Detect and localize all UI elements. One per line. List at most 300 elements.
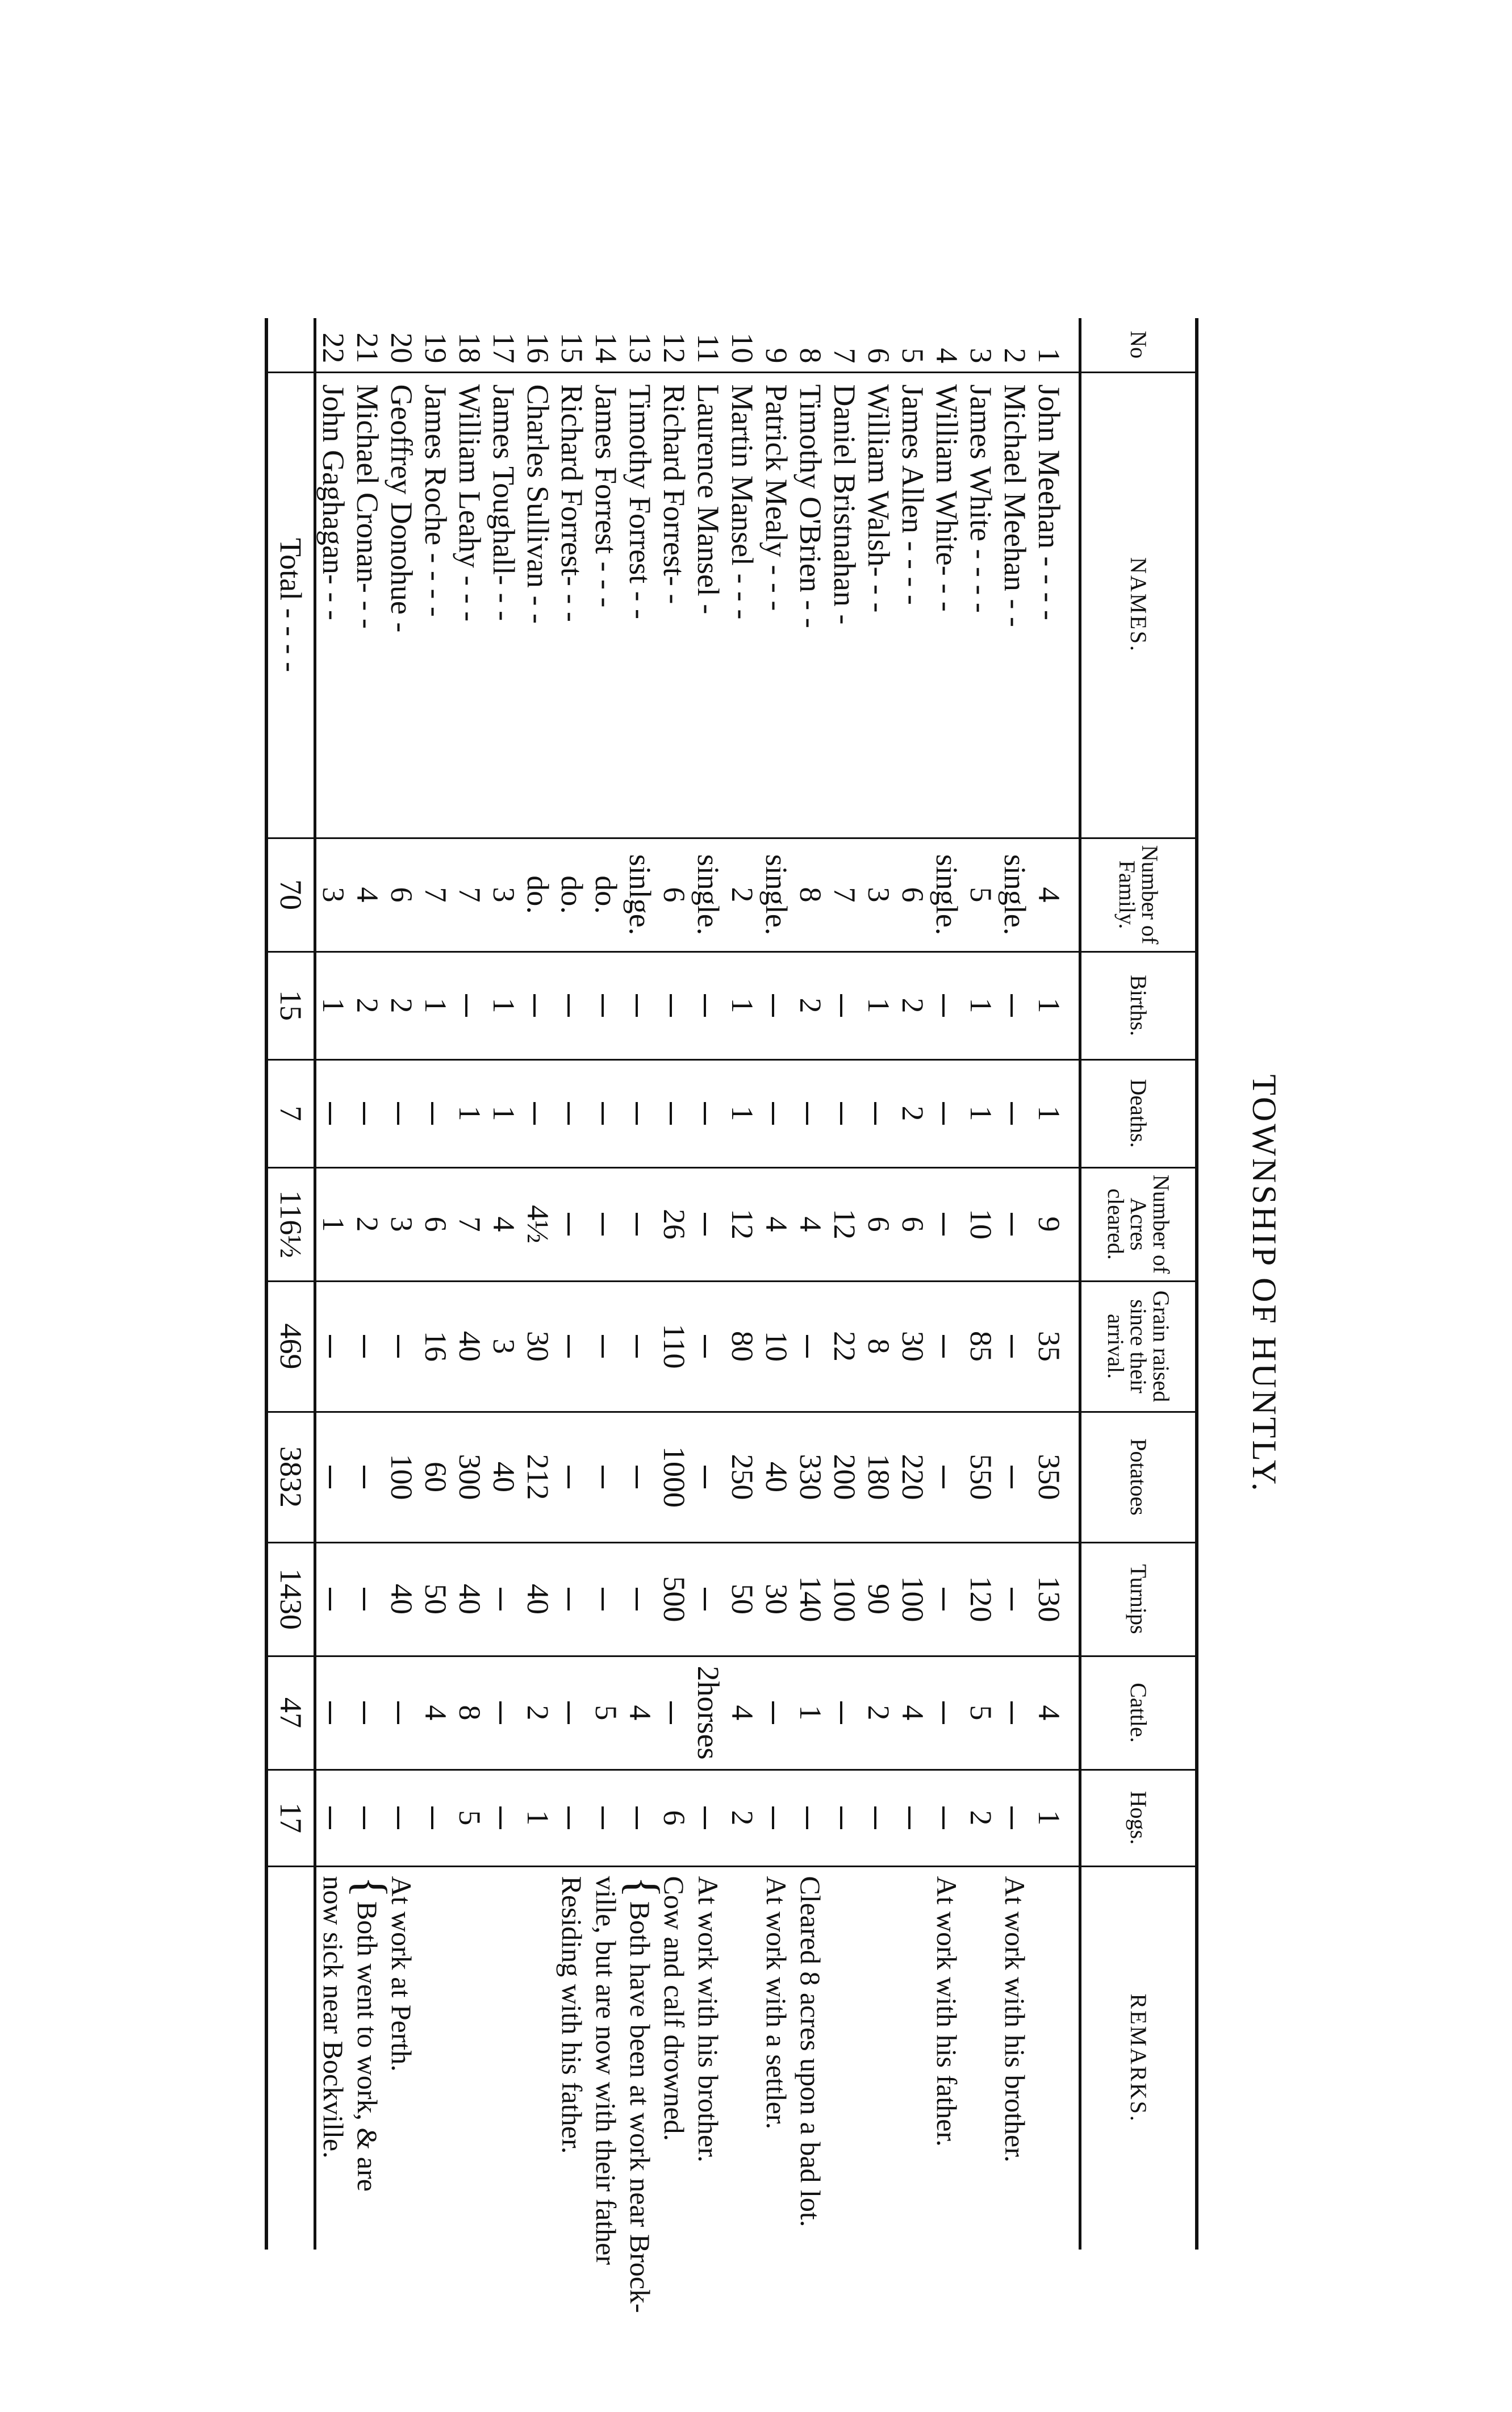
value-births: 1: [725, 998, 759, 1013]
table-row: [453, 318, 487, 2250]
value-births: 1: [316, 998, 350, 1013]
dash-mark: [329, 1335, 331, 1358]
cell-cattle: [521, 1656, 555, 1770]
cell-cattle: [419, 1656, 453, 1770]
value-potatoes: 1000: [657, 1446, 691, 1508]
cell-remarks: [521, 1866, 555, 2250]
cell-potatoes: [555, 1412, 589, 1542]
dash-mark: [1010, 1335, 1013, 1358]
value-no: 10: [725, 332, 759, 364]
dash-mark: [772, 1102, 774, 1125]
table-row: [828, 318, 862, 2250]
value-cattle: 2: [862, 1705, 896, 1721]
cell-grain: [315, 1281, 351, 1412]
value-name: Richard Forrest- - -: [555, 384, 589, 622]
cell-potatoes: [521, 1412, 555, 1542]
cell-family: [862, 838, 896, 952]
header-no: No: [1080, 318, 1197, 372]
cell-hogs: [759, 1770, 793, 1866]
cell-name: [350, 372, 385, 838]
cell-turnips: [453, 1542, 487, 1656]
dash-mark: [602, 1213, 604, 1236]
header-potatoes: Potatoes: [1080, 1412, 1197, 1542]
table-row: [793, 318, 828, 2250]
cell-grain: [487, 1281, 521, 1412]
cell-no: [521, 318, 555, 372]
cell-births: [487, 952, 521, 1059]
value-family: do.: [521, 875, 555, 914]
value-turnips: 40: [521, 1584, 555, 1614]
cell-deaths: [691, 1059, 725, 1167]
cell-hogs: [862, 1770, 896, 1866]
value-no: 11: [691, 333, 725, 364]
cell-hogs: [998, 1770, 1032, 1866]
dash-mark: [329, 1102, 331, 1125]
cell-cattle: [691, 1656, 725, 1770]
cell-turnips: [555, 1542, 589, 1656]
total-cattle: 47: [266, 1656, 315, 1770]
value-grain: 16: [419, 1331, 453, 1362]
cell-family: [657, 838, 691, 952]
cell-hogs: [487, 1770, 521, 1866]
cell-remarks: [930, 1866, 964, 2250]
dash-mark: [704, 1102, 706, 1125]
cell-hogs: [930, 1770, 964, 1866]
dash-mark: [329, 1806, 331, 1829]
cell-potatoes: [589, 1412, 623, 1542]
cell-deaths: [964, 1059, 998, 1167]
cell-births: [998, 952, 1032, 1059]
value-hogs: 1: [1032, 1810, 1066, 1826]
value-acres: 3: [385, 1216, 419, 1232]
cell-family: [521, 838, 555, 952]
cell-hogs: [691, 1770, 725, 1866]
cell-remarks: [862, 1866, 896, 2250]
value-name: Geoffrey Donohue -: [385, 384, 419, 633]
value-family: single.: [759, 854, 793, 936]
value-deaths: 1: [453, 1105, 487, 1121]
cell-name: [862, 372, 896, 838]
cell-deaths: [930, 1059, 964, 1167]
cell-deaths: [315, 1059, 351, 1167]
dash-mark: [772, 1806, 774, 1829]
cell-acres: [896, 1167, 930, 1281]
cell-cattle: [930, 1656, 964, 1770]
dash-mark: [1010, 1588, 1013, 1610]
dash-mark: [942, 1701, 945, 1724]
cell-turnips: [385, 1542, 419, 1656]
value-acres: 6: [862, 1216, 896, 1232]
value-hogs: 5: [453, 1810, 487, 1826]
value-remarks: Residing with his father.: [556, 1876, 588, 2154]
cell-births: [930, 952, 964, 1059]
dash-mark: [636, 1806, 638, 1829]
cell-grain: [828, 1281, 862, 1412]
value-potatoes: 250: [725, 1454, 759, 1500]
table-row: [419, 318, 453, 2250]
cell-grain: [521, 1281, 555, 1412]
cell-hogs: [896, 1770, 930, 1866]
value-family: do.: [589, 875, 623, 914]
cell-potatoes: [657, 1412, 691, 1542]
value-family: 6: [657, 887, 691, 903]
cell-no: [691, 318, 725, 372]
value-hogs: 2: [964, 1810, 998, 1826]
cell-hogs: [555, 1770, 589, 1866]
value-acres: 4: [487, 1216, 521, 1232]
value-potatoes: 220: [896, 1454, 930, 1500]
value-turnips: 90: [862, 1584, 896, 1614]
value-acres: 1: [316, 1216, 350, 1232]
cell-births: [828, 952, 862, 1059]
value-potatoes: 212: [521, 1454, 555, 1500]
value-family: 4: [1032, 887, 1066, 903]
cell-grain: [998, 1281, 1032, 1412]
cell-acres: [419, 1167, 453, 1281]
value-turnips: 500: [657, 1576, 691, 1622]
cell-deaths: [453, 1059, 487, 1167]
total-potatoes: 3832: [266, 1412, 315, 1542]
cell-acres: [793, 1167, 828, 1281]
value-turnips: 100: [828, 1576, 862, 1622]
value-name: John Meehan - - - -: [1032, 384, 1066, 620]
cell-grain: [453, 1281, 487, 1412]
cell-family: [725, 838, 759, 952]
value-remarks: Both went to work, & are: [352, 1901, 383, 2192]
cell-deaths: [862, 1059, 896, 1167]
value-no: 20: [385, 332, 419, 364]
header-remarks: REMARKS.: [1080, 1866, 1197, 2250]
cell-acres: [691, 1167, 725, 1281]
cell-potatoes: [725, 1412, 759, 1542]
cell-no: [930, 318, 964, 372]
cell-remarks: [419, 1866, 453, 2250]
cell-deaths: [589, 1059, 623, 1167]
header-acres: Number of Acres cleared.: [1080, 1167, 1197, 1281]
cell-family: [623, 838, 657, 952]
cell-turnips: [657, 1542, 691, 1656]
cell-name: [385, 372, 419, 838]
value-no: 6: [862, 348, 896, 364]
cell-cattle: [828, 1656, 862, 1770]
cell-name: [691, 372, 725, 838]
value-acres: 7: [453, 1216, 487, 1232]
cell-remarks: [691, 1866, 725, 2250]
value-turnips: 50: [419, 1584, 453, 1614]
cell-potatoes: [1032, 1412, 1080, 1542]
dash-mark: [636, 1588, 638, 1610]
cell-deaths: [487, 1059, 521, 1167]
value-turnips: 130: [1032, 1576, 1066, 1622]
value-family: 2: [725, 887, 759, 903]
cell-turnips: [315, 1542, 351, 1656]
dash-mark: [636, 1102, 638, 1125]
dash-mark: [329, 1701, 331, 1724]
cell-remarks: [487, 1866, 521, 2250]
total-label: Total - - - -: [266, 372, 315, 838]
cell-grain: [419, 1281, 453, 1412]
dash-mark: [636, 1466, 638, 1488]
cell-no: [657, 318, 691, 372]
value-potatoes: 60: [419, 1462, 453, 1492]
value-cattle: 2horses: [691, 1666, 725, 1760]
dash-mark: [942, 1335, 945, 1358]
value-turnips: 40: [453, 1584, 487, 1614]
dash-mark: [363, 1701, 365, 1724]
cell-turnips: [964, 1542, 998, 1656]
cell-turnips: [828, 1542, 862, 1656]
cell-cattle: [964, 1656, 998, 1770]
value-name: Michael Meehan - -: [998, 384, 1032, 627]
cell-name: [759, 372, 793, 838]
dash-mark: [840, 1806, 842, 1829]
value-name: Timothy Forrest - -: [623, 384, 657, 620]
value-remarks: At work with his brother.: [999, 1876, 1031, 2163]
cell-births: [419, 952, 453, 1059]
value-name: Michael Cronan- - -: [350, 384, 385, 629]
cell-turnips: [521, 1542, 555, 1656]
table-row: [589, 318, 623, 2250]
cell-no: [589, 318, 623, 372]
cell-deaths: [657, 1059, 691, 1167]
dash-mark: [567, 1806, 570, 1829]
cell-potatoes: [896, 1412, 930, 1542]
value-acres: 2: [350, 1216, 385, 1232]
dash-mark: [704, 994, 706, 1017]
cell-births: [793, 952, 828, 1059]
dash-mark: [397, 1701, 399, 1724]
dash-mark: [499, 1701, 502, 1724]
cell-potatoes: [623, 1412, 657, 1542]
cell-acres: [1032, 1167, 1080, 1281]
value-remarks: At work with a settler.: [761, 1876, 792, 2130]
value-name: John Gaghagan- - -: [316, 384, 350, 620]
cell-cattle: [350, 1656, 385, 1770]
cell-potatoes: [862, 1412, 896, 1542]
value-no: 16: [521, 332, 555, 364]
table-row: [657, 318, 691, 2250]
cell-name: [589, 372, 623, 838]
cell-deaths: [725, 1059, 759, 1167]
cell-name: [725, 372, 759, 838]
cell-acres: [521, 1167, 555, 1281]
cell-grain: [385, 1281, 419, 1412]
value-cattle: 8: [453, 1705, 487, 1721]
table-row: [1032, 318, 1080, 2250]
value-family: 4: [350, 887, 385, 903]
dash-mark: [567, 1335, 570, 1358]
census-table-wrapper: [265, 318, 1198, 2313]
cell-no: [419, 318, 453, 372]
value-turnips: 40: [385, 1584, 419, 1614]
value-name: James Roche - - - -: [419, 384, 453, 617]
cell-grain: [930, 1281, 964, 1412]
cell-cattle: [657, 1656, 691, 1770]
cell-acres: [725, 1167, 759, 1281]
cell-family: [555, 838, 589, 952]
value-cattle: 4: [725, 1705, 759, 1721]
cell-acres: [555, 1167, 589, 1281]
cell-births: [896, 952, 930, 1059]
dash-mark: [602, 1466, 604, 1488]
cell-acres: [487, 1167, 521, 1281]
value-name: James Forrest - - -: [589, 384, 623, 608]
cell-acres: [862, 1167, 896, 1281]
header-cattle: Cattle.: [1080, 1656, 1197, 1770]
table-row: [896, 318, 930, 2250]
cell-name: [964, 372, 998, 838]
cell-remarks: [793, 1866, 828, 2250]
cell-cattle: [998, 1656, 1032, 1770]
value-no: 19: [419, 332, 453, 364]
value-no: 14: [589, 332, 623, 364]
value-cattle: 2: [521, 1705, 555, 1721]
value-hogs: 2: [725, 1810, 759, 1826]
value-grain: 8: [862, 1338, 896, 1354]
table-body: [266, 318, 1080, 2313]
cell-cattle: [315, 1656, 351, 1770]
cell-births: [862, 952, 896, 1059]
value-no: 9: [759, 348, 793, 364]
cell-family: [315, 838, 351, 952]
cell-hogs: [315, 1770, 351, 1866]
cell-potatoes: [998, 1412, 1032, 1542]
dash-mark: [1010, 994, 1013, 1017]
value-potatoes: 200: [828, 1454, 862, 1500]
value-name: Timothy O'Brien - -: [793, 384, 828, 628]
cell-turnips: [623, 1542, 657, 1656]
cell-deaths: [1032, 1059, 1080, 1167]
cell-name: [930, 372, 964, 838]
value-remarks: Cleared 8 acres upon a bad lot.: [795, 1876, 826, 2227]
cell-family: [759, 838, 793, 952]
cell-deaths: [521, 1059, 555, 1167]
brace-mark: {: [345, 1876, 395, 1898]
cell-hogs: [350, 1770, 385, 1866]
cell-family: [691, 838, 725, 952]
total-empty: [266, 318, 315, 372]
value-turnips: 50: [725, 1584, 759, 1614]
dash-mark: [670, 1102, 672, 1125]
value-family: 7: [419, 887, 453, 903]
value-name: Martin Mansel - - -: [725, 384, 759, 620]
dash-mark: [942, 1213, 945, 1236]
cell-turnips: [589, 1542, 623, 1656]
cell-cattle: [793, 1656, 828, 1770]
value-remarks: ville, but are now with their father: [590, 1876, 622, 2265]
cell-deaths: [555, 1059, 589, 1167]
cell-no: [315, 318, 351, 372]
cell-acres: [759, 1167, 793, 1281]
value-births: 1: [1032, 998, 1066, 1013]
cell-no: [725, 318, 759, 372]
cell-family: [964, 838, 998, 952]
cell-family: [350, 838, 385, 952]
value-births: 2: [385, 998, 419, 1013]
cell-hogs: [725, 1770, 759, 1866]
cell-potatoes: [930, 1412, 964, 1542]
cell-births: [521, 952, 555, 1059]
value-no: 7: [828, 348, 862, 364]
cell-potatoes: [793, 1412, 828, 1542]
cell-births: [350, 952, 385, 1059]
cell-no: [555, 318, 589, 372]
cell-no: [828, 318, 862, 372]
value-remarks: At work at Perth.: [386, 1876, 417, 2072]
value-family: sinlge.: [623, 854, 657, 936]
cell-turnips: [1032, 1542, 1080, 1656]
value-cattle: 4: [896, 1705, 930, 1721]
cell-name: [998, 372, 1032, 838]
value-potatoes: 40: [759, 1462, 793, 1492]
value-name: William Walsh- - -: [862, 384, 896, 613]
table-row: [964, 318, 998, 2250]
dash-mark: [636, 1213, 638, 1236]
value-family: 6: [385, 887, 419, 903]
value-cattle: 4: [1032, 1705, 1066, 1721]
total-grain: 469: [266, 1281, 315, 1412]
cell-grain: [725, 1281, 759, 1412]
dash-mark: [363, 1466, 365, 1488]
dash-mark: [329, 1588, 331, 1610]
cell-births: [964, 952, 998, 1059]
value-potatoes: 550: [964, 1454, 998, 1500]
cell-births: [759, 952, 793, 1059]
value-deaths: 1: [487, 1105, 521, 1121]
dash-mark: [874, 1102, 876, 1125]
total-empty: [266, 1866, 315, 2250]
dash-mark: [567, 1213, 570, 1236]
cell-remarks: [453, 1866, 487, 2250]
dash-mark: [465, 994, 467, 1017]
dash-mark: [942, 1588, 945, 1610]
value-no: 18: [453, 332, 487, 364]
value-name: Patrick Mealy - - -: [759, 384, 793, 611]
value-family: 7: [828, 887, 862, 903]
cell-deaths: [759, 1059, 793, 1167]
header-deaths: Deaths.: [1080, 1059, 1197, 1167]
dash-mark: [533, 994, 536, 1017]
cell-name: [657, 372, 691, 838]
value-potatoes: 40: [487, 1462, 521, 1492]
dash-mark: [942, 1466, 945, 1488]
total-hogs: 17: [266, 1770, 315, 1866]
cell-births: [725, 952, 759, 1059]
cell-name: [793, 372, 828, 838]
cell-no: [1032, 318, 1080, 372]
cell-acres: [453, 1167, 487, 1281]
cell-family: [385, 838, 419, 952]
table-row: [759, 318, 793, 2250]
cell-grain: [793, 1281, 828, 1412]
value-no: 5: [896, 348, 930, 364]
dash-mark: [533, 1102, 536, 1125]
cell-family: [793, 838, 828, 952]
value-family: single.: [998, 854, 1032, 936]
value-grain: 40: [453, 1331, 487, 1362]
value-remarks: Both have been at work near Brock-: [624, 1901, 656, 2313]
value-no: 22: [316, 332, 350, 364]
dash-mark: [363, 1806, 365, 1829]
cell-grain: [691, 1281, 725, 1412]
cell-name: [1032, 372, 1080, 838]
dash-mark: [567, 1466, 570, 1488]
header-grain: Grain raised since their arrival.: [1080, 1281, 1197, 1412]
cell-no: [862, 318, 896, 372]
cell-no: [623, 318, 657, 372]
cell-hogs: [828, 1770, 862, 1866]
cell-no: [759, 318, 793, 372]
